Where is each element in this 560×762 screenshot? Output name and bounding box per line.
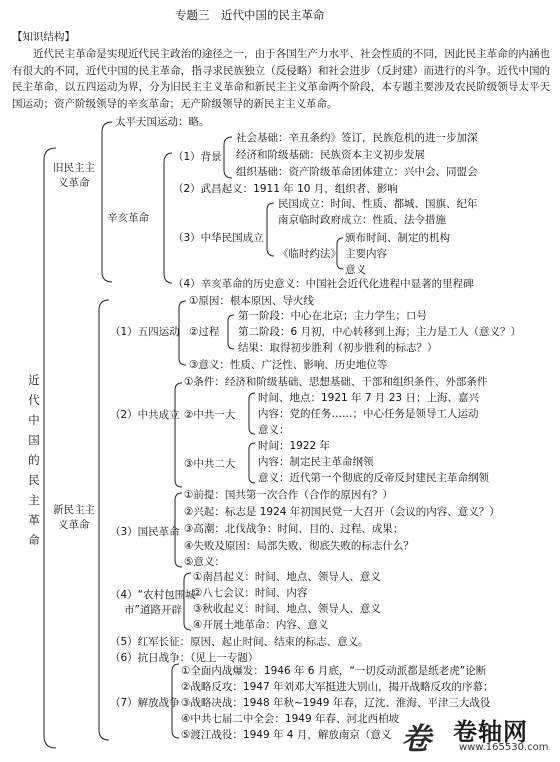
law-time: 颁布时间、制定的机构 xyxy=(345,232,450,244)
may4-process-bracket xyxy=(228,315,234,349)
old-label-1: 旧民主主 xyxy=(53,162,95,174)
lib-3: ③战略决战：1948 年秋~1949 年春，辽沈、淮海、平津三大战役 xyxy=(181,697,491,709)
roc-law: 《临时约法》 xyxy=(278,248,341,260)
ccp: （2）中共成立 xyxy=(110,409,180,421)
ccp1-time: 时间、地点：1921 年 7 月 23 日；上海、嘉兴 xyxy=(258,392,479,404)
rural-1: （4）“农村包围城 xyxy=(110,589,196,601)
may4: （1）五四运动 xyxy=(110,326,180,338)
may4-meaning: ③意义：性质、广泛性、影响、历史地位等 xyxy=(189,359,388,371)
may4-bracket xyxy=(179,301,186,365)
wuchang: （2）武昌起义：1911 年 10 月，组织者、影响 xyxy=(173,183,398,195)
liberation: （7）解放战争 xyxy=(110,697,180,709)
intro-paragraph: 近代民主革命是实现近代民主政治的途径之一，由于各国生产力水平、社会性质的不同，因此民主革命的内涵也有很大的不同，近代中国的民主革命，指寻求民族独立（反侵略）和社会进步（反封建）而进行的斗争。近代中国的民主革命，以五四运动为界，分为旧民主主义革命和新民主主义革命两个阶段，本专题主要涉及农民阶级领导太平天国运动；资产阶级领导的辛亥革命；无产阶级领导的新民主主义革命。 xyxy=(12,48,550,110)
lib-4: ④中共七届二中全会：1949 年春、河北西柏坡 xyxy=(181,713,399,725)
nat-4: ④失败及原因：局部失败、彻底失败的标志什么？ xyxy=(184,540,414,552)
roc: （3）中华民国成立 xyxy=(173,232,264,244)
ccp-cond: ①条件：经济和阶级基础、思想基础、干部和组织条件、外部条件 xyxy=(184,376,488,388)
ccp2-time: 时间：1922 年 xyxy=(258,440,331,452)
nat-1: ①前提：国共第一次合作（合作的原因有？） xyxy=(184,489,393,501)
long-march: （5）红军长征：原因、起止时间、结束的标志、意义。 xyxy=(110,636,369,648)
new-bracket xyxy=(99,300,109,740)
new-label-1: 新民主主 xyxy=(53,504,95,516)
law-content: 主要内容 xyxy=(345,248,387,260)
xinhai: 辛亥革命 xyxy=(107,212,149,224)
section-label: 【知识结构】 xyxy=(12,31,75,43)
ccp2: ③中共二大 xyxy=(184,458,236,470)
may4-process: ②过程 xyxy=(189,326,220,338)
bg-bracket xyxy=(224,137,232,178)
rural-item-4: ④开展土地革命：内容、意义 xyxy=(193,619,329,631)
watermark xyxy=(401,710,556,758)
background: （1）背景 xyxy=(173,151,222,163)
ccp1-bracket xyxy=(249,393,255,434)
ccp2-bracket xyxy=(249,443,255,483)
lib-2: ②战略反攻：1947 年刘邓大军挺进大别山，揭开战略反攻的序幕； xyxy=(181,681,494,693)
old-label-2: 义革命 xyxy=(58,177,90,189)
roc-nanjing: 南京临时政府成立：性质、法令措施 xyxy=(278,214,446,226)
ccp-bracket xyxy=(175,383,182,487)
nat-5: ⑤意义： xyxy=(184,556,225,568)
may4-cause: ①原因：根本原因、导火线 xyxy=(189,295,314,307)
ccp2-meaning: 意义：近代第一个彻底的反帝反封建民主革命纲领 xyxy=(258,472,489,484)
ccp1-meaning: 意义： xyxy=(258,424,290,436)
page-title: 专题三 近代中国的民主革命 xyxy=(175,8,325,22)
nat: （3）国民革命 xyxy=(110,526,180,538)
anti-japanese: （6）抗日战争：（见上一专题） xyxy=(110,652,259,664)
rural-item-2: ②八七会议：时间、内容 xyxy=(193,587,308,599)
old-bracket xyxy=(102,122,112,282)
ccp2-content: 内容：制定民主革命纲领 xyxy=(258,456,374,468)
rural-item-1: ①南昌起义：时间、地点、领导人、意义 xyxy=(193,571,381,583)
ccp1-content: 内容：党的任务……；中心任务是领导工人运动 xyxy=(258,408,479,420)
roc-found: 民国成立：时间、性质、都城、国旗、纪年 xyxy=(278,198,478,210)
taiping: 太平天国运动：略。 xyxy=(115,116,210,128)
rural-2: 市”道路开辟 xyxy=(124,604,182,616)
law-meaning: 意义 xyxy=(345,264,366,276)
root-bracket xyxy=(44,148,56,748)
lib-5: ⑤渡江战役：1949 年 4 月，解放南京（意义 xyxy=(181,729,392,741)
may4-stage2: 第二阶段：6 月初，中心转移到上海；主力是工人（意义？） xyxy=(238,326,522,338)
bg-econ: 经济和阶级基础：民族资本主义初步发展 xyxy=(236,149,425,161)
bg-social: 社会基础：辛丑条约》签订，民族危机的进一步加深 xyxy=(236,132,478,144)
new-label-2: 义革命 xyxy=(58,519,90,531)
root-label: 近代中国的民主革命 xyxy=(28,373,40,547)
ccp1: ②中共一大 xyxy=(184,409,236,421)
rural-item-3: ③秋收起义：时间、地点、领导人、意义 xyxy=(193,603,381,615)
nat-3: ③高潮：北伐战争：时间、目的、过程、成果； xyxy=(184,523,404,535)
may4-result: 结果：取得初步胜利（初步胜利的标志？） xyxy=(238,342,438,354)
roc-bracket xyxy=(267,203,274,256)
watermark-url: www.165530.com xyxy=(459,742,549,753)
watermark-logo: 卷 xyxy=(401,722,431,757)
xinhai-bracket xyxy=(164,153,172,283)
bg-org: 组织基础：资产阶级革命团体建立：兴中会、同盟会 xyxy=(236,166,478,178)
may4-stage1: 第一阶段：中心在北京；主力学生；口号 xyxy=(238,310,427,322)
xinhai-significance: （4）辛亥革命的历史意义：中国社会近代化进程中显著的里程碑 xyxy=(173,278,474,290)
nat-2: ②兴起：标志是 1924 年初国民党一大召开（会议的内容、意义？） xyxy=(184,506,500,518)
lib-1: ①全面内战爆发：1946 年 6 月底，“一切反动派都是纸老虎”论断 xyxy=(181,665,487,677)
watermark-brand: 卷轴网 xyxy=(453,718,528,746)
